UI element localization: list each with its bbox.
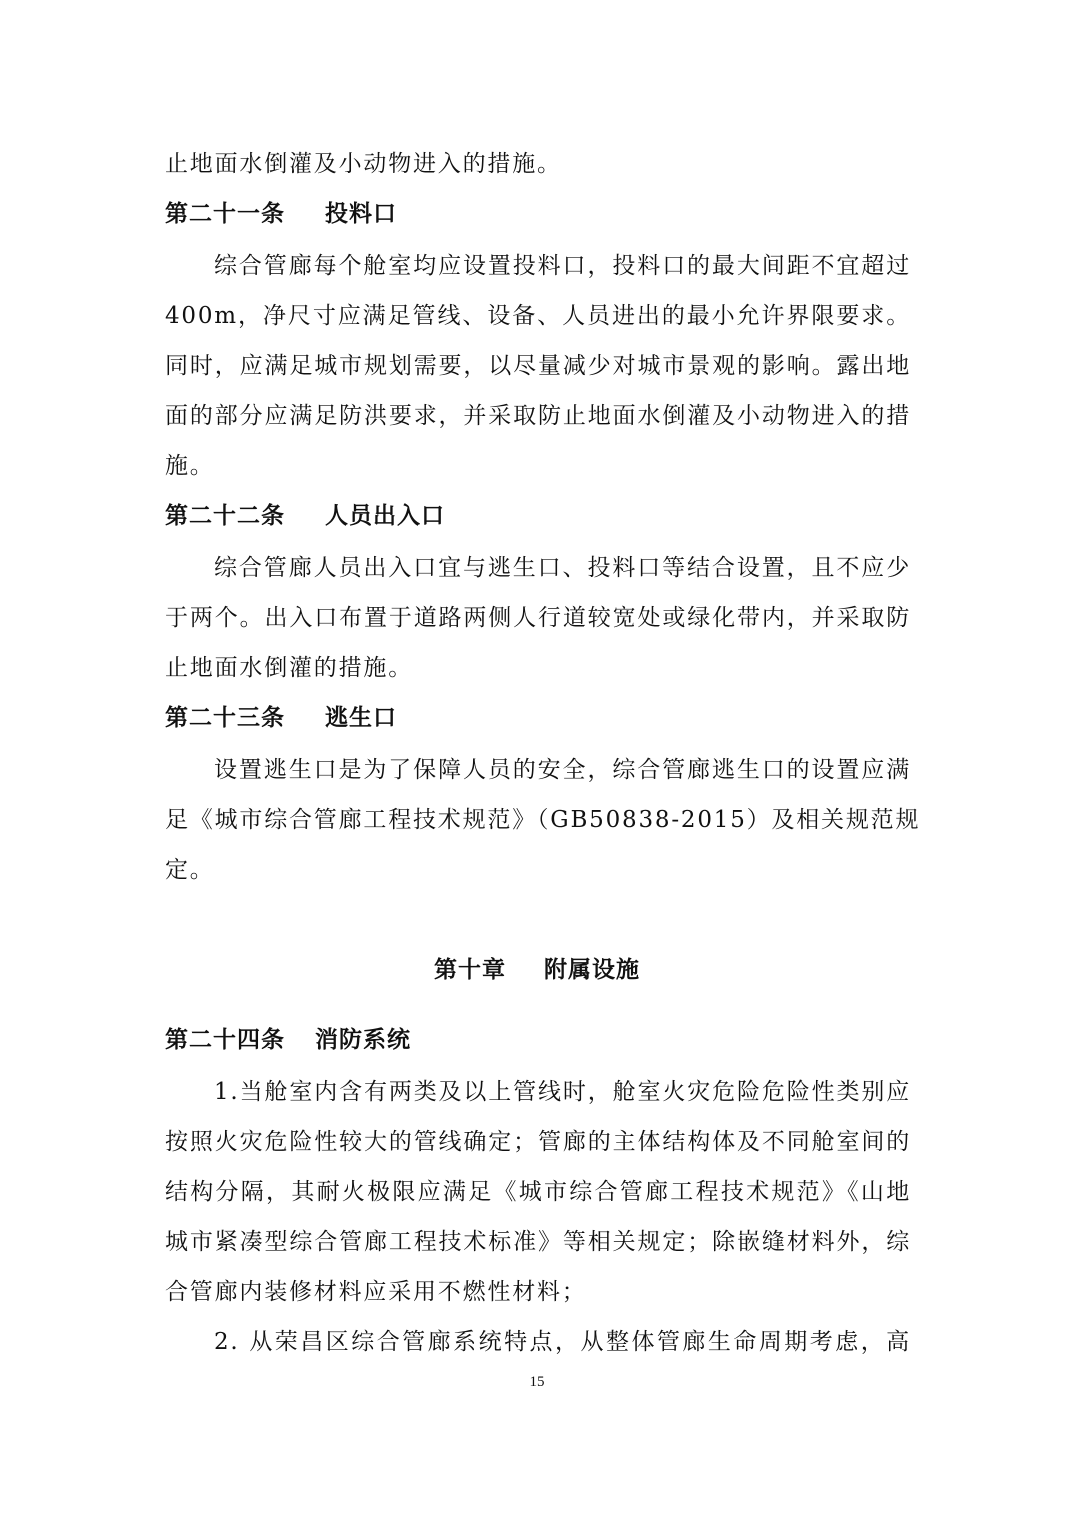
article-heading-24 xyxy=(165,1020,911,1060)
chapter-heading xyxy=(0,948,1074,992)
chapter-title: 附属设施 xyxy=(544,957,640,983)
paragraph-line: 定。 xyxy=(165,857,215,883)
article-heading-21 xyxy=(165,194,911,234)
paragraph-line: 综合管廊人员出入口宜与逃生口、投料口等结合设置，且不应少 xyxy=(214,555,911,581)
paragraph-line: 城市紧凑型综合管廊工程技术标准》等相关规定；除嵌缝材料外，综 xyxy=(165,1229,911,1255)
article-title: 消防系统 xyxy=(315,1027,411,1053)
paragraph-line: 合管廊内装修材料应采用不燃性材料； xyxy=(165,1279,587,1305)
article-number: 第二十一条 xyxy=(165,201,285,227)
paragraph-line: 400m，净尺寸应满足管线、设备、人员进出的最小允许界限要求。 xyxy=(165,303,911,329)
article-heading-23 xyxy=(165,698,911,738)
article-number: 第二十三条 xyxy=(165,705,285,731)
page-number: 15 xyxy=(529,1374,545,1390)
article-title: 人员出入口 xyxy=(325,503,445,529)
article-title: 逃生口 xyxy=(325,705,397,731)
paragraph-line: 同时，应满足城市规划需要，以尽量减少对城市景观的影响。露出地 xyxy=(165,353,911,379)
paragraph-line: 施。 xyxy=(165,453,215,479)
article-number: 第二十二条 xyxy=(165,503,285,529)
article-heading-22 xyxy=(165,496,911,536)
chapter-number: 第十章 xyxy=(434,957,506,983)
paragraph-line: 止地面水倒灌及小动物进入的措施。 xyxy=(165,151,562,177)
paragraph-line: 1.当舱室内含有两类及以上管线时，舱室火灾危险危险性类别应 xyxy=(214,1079,911,1105)
paragraph-line: 于两个。出入口布置于道路两侧人行道较宽处或绿化带内，并采取防 xyxy=(165,605,911,631)
paragraph-line: 足《城市综合管廊工程技术规范》（GB50838-2015）及相关规范规 xyxy=(165,807,921,833)
paragraph-line: 综合管廊每个舱室均应设置投料口，投料口的最大间距不宜超过 xyxy=(214,253,911,279)
paragraph-line: 按照火灾危险性较大的管线确定；管廊的主体结构体及不同舱室间的 xyxy=(165,1129,911,1155)
paragraph-line: 止地面水倒灌的措施。 xyxy=(165,655,413,681)
article-number: 第二十四条 xyxy=(165,1027,285,1053)
article-title: 投料口 xyxy=(325,201,397,227)
paragraph-line: 结构分隔，其耐火极限应满足《城市综合管廊工程技术规范》《山地 xyxy=(165,1179,911,1205)
paragraph-line: 面的部分应满足防洪要求，并采取防止地面水倒灌及小动物进入的措 xyxy=(165,403,911,429)
paragraph-line: 设置逃生口是为了保障人员的安全，综合管廊逃生口的设置应满 xyxy=(214,757,911,783)
paragraph-line: 2. 从荣昌区综合管廊系统特点，从整体管廊生命周期考虑，高 xyxy=(214,1329,911,1355)
